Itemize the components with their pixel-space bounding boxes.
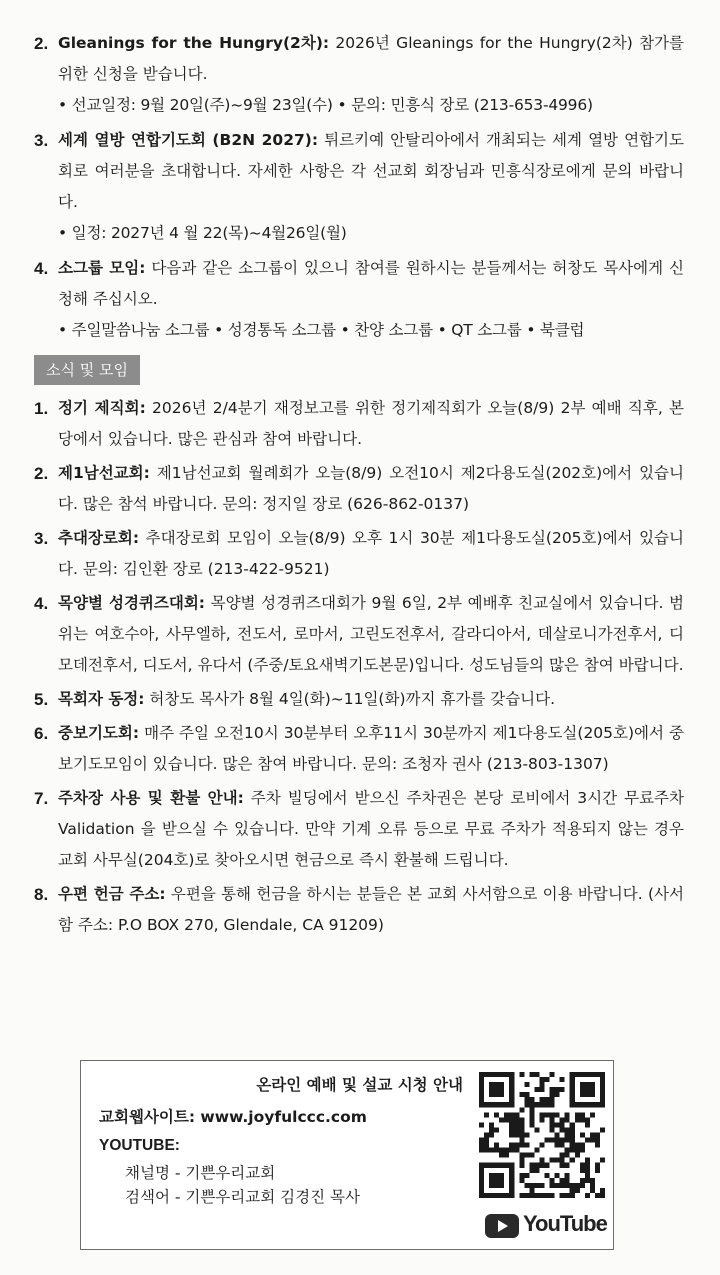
list-item [0,718,720,780]
item-number: 7. [34,789,49,808]
list-item [0,783,720,876]
list-item [0,393,720,455]
item-number: 2. [34,464,49,483]
youtube-search-term: 검색어 - 기쁜우리교회 김경진 목사 [125,1188,360,1206]
item-body: 매주 주일 오전10시 30분부터 오후11시 30분까지 제1다용도실(205호)에서 중보기도모임이 있습니다. 많은 참여 바랍니다. 문의: 조청자 권사 (213-803-1307) [58,724,684,773]
item-title: 제1남선교회: [58,464,150,482]
item-title: 목회자 동정: [58,690,145,708]
item-body: 추대장로회 모임이 오늘(8/9) 오후 1시 30분 제1다용도실(205호)에서 있습니다. 문의: 김인환 장로 (213-422-9521) [58,529,684,578]
item-number: 3. [34,529,49,548]
item-body: 2026년 2/4분기 재정보고를 위한 정기제직회가 오늘(8/9) 2부 예배 직후, 본당에서 있습니다. 많은 관심과 참여 바랍니다. [58,399,684,448]
list-item [0,125,720,249]
item-title: 소그룹 모임: [58,259,146,277]
list-item [0,458,720,520]
announcement-list-news [0,393,720,944]
announcement-list-upper [0,28,720,350]
item-detail: • 일정: 2027년 4 월 22(목)~4월26일(월) [58,224,347,242]
item-number: 8. [34,885,49,904]
list-item [0,523,720,585]
list-item [0,684,720,715]
list-item [0,28,720,121]
item-number: 1. [34,399,49,418]
online-worship-title: 온라인 예배 및 설교 시청 안내 [256,1076,463,1094]
item-detail: • 주일말씀나눔 소그룹 • 성경통독 소그룹 • 찬양 소그룹 • QT 소그룹 • 북클럽 [58,321,585,339]
item-body: 튀르키예 안탈리아에서 개최되는 세계 열방 연합기도회로 여러분을 초대합니다. 자세한 사항은 각 선교회 회장님과 민흥식장로에게 문의 바랍니다. [58,131,684,211]
item-title: 우편 헌금 주소: [58,885,166,903]
item-title: 정기 제직회: [58,399,146,417]
item-number: 5. [34,690,49,709]
item-number: 4. [34,259,49,278]
item-detail: • 선교일정: 9월 20일(주)~9월 23일(수) • 문의: 민흥식 장로 (213-653-4996) [58,96,593,114]
youtube-channel-name: 채널명 - 기쁜우리교회 [125,1164,276,1182]
item-title: 주차장 사용 및 환불 안내: [58,789,244,807]
item-title: Gleanings for the Hungry(2차): [58,34,330,52]
list-item [0,588,720,681]
item-body: 우편을 통해 헌금을 하시는 분들은 본 교회 사서함으로 이용 바랍니다. (사서함 주소: P.O BOX 270, Glendale, CA 91209) [58,885,684,934]
list-item [0,879,720,941]
item-title: 세계 열방 연합기도회 (B2N 2027): [58,131,319,149]
item-number: 2. [34,34,49,53]
youtube-label: YOUTUBE: [99,1137,180,1154]
item-body: 목양별 성경퀴즈대회가 9월 6일, 2부 예배후 친교실에서 있습니다. 범위는 여호수아, 사무엘하, 전도서, 로마서, 고린도전후서, 갈라디아서, 데살로니가전후서, 디모데전후서, 디도서, 유다서 (주중/토요새벽기도본문)입니다. 성도님들의 많은 참여 바랍니다. [58,594,684,674]
item-title: 추대장로회: [58,529,140,547]
item-number: 6. [34,724,49,743]
item-title: 목양별 성경퀴즈대회: [58,594,206,612]
item-body: 제1남선교회 월례회가 오늘(8/9) 오전10시 제2다용도실(202호)에서 있습니다. 많은 참석 바랍니다. 문의: 정지일 장로 (626-862-0137) [58,464,684,513]
item-body: 다음과 같은 소그룹이 있으니 참여를 원하시는 분들께서는 허창도 목사에게 신청해 주십시오. [58,259,684,308]
qr-code-icon[interactable] [479,1071,605,1199]
item-body: 허창도 목사가 8월 4일(화)~11일(화)까지 휴가를 갖습니다. [144,690,556,708]
section-label-news: 소식 및 모임 [34,355,140,385]
item-title: 중보기도회: [58,724,140,742]
item-body: 2026년 Gleanings for the Hungry(2차) 참가를 위한 신청을 받습니다. [58,34,684,83]
item-number: 4. [34,594,49,613]
list-item [0,253,720,346]
item-number: 3. [34,131,49,150]
item-body: 주차 빌딩에서 받으신 주차권은 본당 로비에서 3시간 무료주차 Validation 을 받으실 수 있습니다. 만약 기계 오류 등으로 무료 주차가 적용되지 않는 경우 교회 사무실(204호)로 찾아오시면 현금으로 즉시 환불해 드립니다. [58,789,685,869]
church-website-link[interactable]: 교회웹사이트: www.joyfulccc.com [99,1108,367,1126]
youtube-logo-text: YouTube [523,1211,607,1236]
online-worship-box [80,1060,614,1250]
